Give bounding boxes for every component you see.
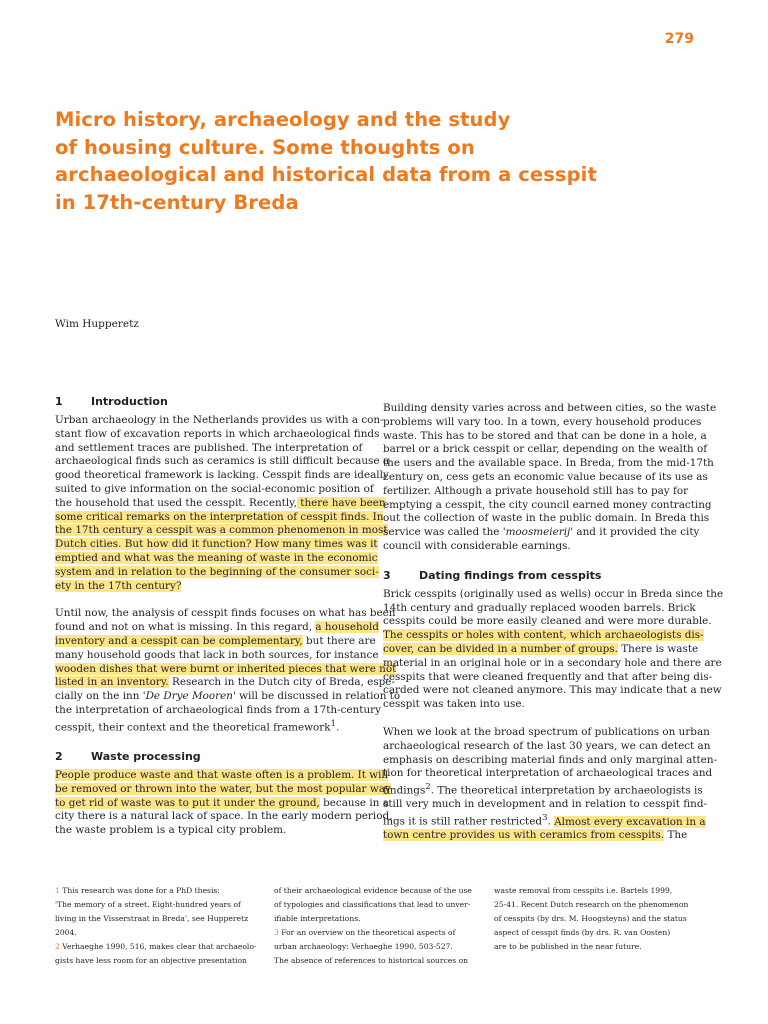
text-line: [383, 781, 703, 798]
text-run: found and not on what is missing. In this regard,: [55, 621, 316, 634]
section-title: Introduction: [91, 395, 168, 408]
highlighted-text: some critical remarks on the interpretation of cesspit finds. In: [55, 510, 384, 523]
highlighted-text: Almost every excavation in a: [554, 815, 706, 828]
text-line: still very much in development and in relation to cesspit find-: [383, 798, 707, 811]
text-line: [55, 718, 367, 735]
text-line: [55, 580, 367, 594]
text-line: [383, 526, 700, 540]
text-run: the household that used the cesspit. Recently,: [55, 496, 297, 509]
text-run: because in a: [319, 796, 389, 809]
text-line: [55, 510, 384, 525]
text-line: [55, 662, 397, 677]
text-line: century on, cess gets an economic value because of its use as: [383, 470, 708, 483]
text-line: cesspits that were cleaned frequently and that after being dis-: [383, 670, 713, 683]
text-run: . The theoretical interpretation by archaeologists is: [430, 784, 703, 797]
paragraph-gap: [383, 712, 695, 726]
highlighted-text: there have been: [296, 496, 386, 509]
text-line: tion for theoretical interpretation of archaeological traces and: [383, 767, 713, 780]
text-line: many household goods that lack in both sources, for instance: [55, 648, 379, 661]
footnote-line: [55, 940, 255, 954]
text-line: waste. This has to be stored and that can be done in a hole, a: [383, 429, 707, 442]
text-run: cesspit, their context and the theoretical framework: [55, 721, 331, 734]
footnote-line: urban archaeology: Verhaeghe 1990, 503-527.: [274, 942, 453, 951]
section-number: 1: [55, 395, 63, 408]
footnote-number: 2: [55, 942, 60, 951]
left-column: [55, 394, 401, 838]
highlighted-text: to get rid of waste was to put it under the ground,: [55, 796, 320, 809]
text-run: ' will be discussed in relation to: [232, 690, 401, 703]
text-line: Until now, the analysis of cesspit finds focuses on what has been: [55, 607, 396, 620]
text-line: archaeological finds such as ceramics is still difficult because a: [55, 455, 390, 468]
text-line: the interpretation of archaeological finds from a 17th-century: [55, 703, 381, 716]
text-line: cesspit was taken into use.: [383, 698, 525, 711]
highlighted-text: system and in relation to the beginning of the consumer soci-: [55, 565, 379, 578]
italic-text: De Drye Mooren: [145, 690, 233, 703]
footnote-text: This research was done for a PhD thesis:: [59, 886, 220, 895]
text-line: [55, 769, 389, 783]
section-number: 3: [383, 568, 391, 582]
text-line: fertilizer. Although a private household still has to pay for: [383, 484, 689, 497]
highlighted-text: Dutch cities. But how did it function? How many times was it: [55, 538, 378, 551]
highlighted-text: the most popular way: [273, 782, 391, 795]
italic-text: moosmeierij: [505, 526, 571, 539]
author-name: Wim Hupperetz: [55, 318, 139, 330]
highlighted-text: listed in an inventory.: [55, 676, 169, 689]
text-line: archaeological research of the last 30 years, we can detect an: [383, 739, 711, 752]
section-gap: [383, 554, 695, 568]
paragraph-gap: [55, 593, 367, 607]
paragraph-waste: [55, 769, 393, 838]
text-line: When we look at the broad spectrum of publications on urban: [383, 725, 710, 738]
footnote-ref[interactable]: 3: [542, 813, 548, 824]
text-run: ings it is still rather restricted: [383, 815, 543, 828]
text-run: service was called the ': [383, 526, 506, 539]
highlighted-text: a household: [315, 621, 379, 634]
highlighted-text: ety in the 17th century?: [55, 579, 182, 592]
footnote-line: [274, 926, 474, 940]
text-line: cesspits could be more easily cleaned and were more durable.: [383, 615, 712, 628]
title-line: archaeological and historical data from a cesspit: [55, 163, 597, 186]
footnote-number: 1: [55, 886, 60, 895]
right-column: [383, 402, 724, 843]
title-line: in 17th-century Breda: [55, 190, 299, 214]
footnote-number: 3: [274, 928, 279, 937]
text-run: ' and it provided the city: [570, 526, 700, 539]
text-line: [55, 496, 386, 511]
footnote-line: [55, 884, 255, 898]
paragraph-dating-2: [383, 725, 718, 843]
text-line: [383, 829, 695, 843]
text-line: [55, 538, 378, 552]
section-heading-waste: [55, 749, 367, 765]
text-run: out the collection of waste in the public domain. In Breda this: [383, 512, 710, 525]
highlighted-text: cover, can be divided in a number of groups.: [383, 642, 618, 655]
highlighted-text: The cesspits or holes with content, which archaeologists dis-: [383, 629, 704, 642]
paragraph-intro-2: [55, 607, 401, 735]
section-title: Dating findings from cesspits: [419, 568, 602, 582]
text-line: Urban archaeology in the Netherlands provides us with a con-: [55, 414, 384, 426]
highlighted-text: wooden dishes that were burnt or inherited pieces that were not: [55, 662, 397, 675]
text-run: but there are: [302, 634, 376, 647]
footnote-line: The absence of references to historical sources on: [274, 956, 469, 965]
text-line: [55, 524, 388, 538]
text-line: [383, 642, 699, 657]
text-line: [55, 634, 376, 649]
section-heading-introduction: [55, 394, 367, 410]
title-line: of housing culture. Some thoughts on: [55, 135, 475, 159]
text-line: emptying a cesspit, the city council earned money contracting: [383, 498, 712, 511]
text-line: [55, 551, 378, 566]
footnotes-column-1: [55, 884, 255, 968]
text-line: [55, 676, 395, 690]
text-run: cially on the inn ': [55, 690, 146, 703]
text-line: council with considerable earnings.: [383, 539, 571, 552]
footnote-line: 'The memory of a street. Eight-hundred years of: [55, 900, 241, 909]
paragraph-dating-1: [383, 587, 724, 712]
text-line: [383, 512, 710, 526]
footnote-ref[interactable]: 2: [425, 782, 431, 793]
highlighted-text: People produce waste and that waste often is a problem. It will: [55, 769, 389, 781]
highlighted-text: be removed or thrown into the water, but: [55, 782, 274, 795]
footnotes-column-3: [494, 884, 694, 954]
footnote-line: of their archaeological evidence because of the use: [274, 886, 472, 895]
text-line: the users and the available space. In Breda, from the mid-17th: [383, 457, 714, 470]
highlighted-text: the 17th century a cesspit was a common phenomenon in most: [55, 524, 388, 537]
footnote-line: of cesspits (by drs. M. Hoogsteyns) and the status: [494, 914, 687, 923]
text-line: carded were not cleaned anymore. This may indicate that a new: [383, 684, 722, 697]
section-number: 2: [55, 750, 63, 763]
highlighted-text: emptied and what was the meaning of waste in the economic: [55, 551, 378, 564]
text-line: emphasis on describing material finds and only marginal atten-: [383, 753, 718, 766]
paragraph-density: [383, 402, 717, 554]
footnote-ref[interactable]: 1: [330, 718, 337, 729]
footnote-line: gists have less room for an objective presentation: [55, 956, 247, 965]
footnote-line: ifiable interpretations.: [274, 914, 361, 923]
paragraph-intro-1: [55, 414, 390, 593]
title-line: Micro history, archaeology and the study: [55, 108, 511, 131]
section-heading-dating: [383, 568, 695, 584]
text-line: [383, 629, 704, 643]
text-run: findings: [383, 784, 426, 797]
text-line: Building density varies across and between cities, so the waste: [383, 402, 717, 414]
text-line: problems will vary too. In a town, every household produces: [383, 415, 702, 428]
text-run: The: [664, 829, 688, 842]
text-line: Brick cesspits (originally used as wells) occur in Breda since the: [383, 587, 724, 600]
footnote-line: of typologies and classifications that lead to unver-: [274, 900, 471, 909]
text-line: good theoretical framework is lacking. Cesspit finds are ideally: [55, 469, 389, 482]
text-line: [55, 621, 379, 635]
text-run: .: [547, 815, 555, 828]
footnote-line: waste removal from cesspits i.e. Bartels 1999,: [494, 886, 673, 895]
article-title: [55, 106, 695, 216]
text-line: [55, 565, 379, 580]
footnote-line: 2004.: [55, 928, 77, 937]
footnote-line: are to be published in the near future.: [494, 942, 642, 951]
text-line: and settlement traces are published. The interpretation of: [55, 441, 363, 454]
text-line: [55, 782, 391, 797]
section-gap: [55, 735, 367, 749]
text-line: [55, 796, 389, 811]
footnotes-column-2: [274, 884, 474, 968]
footnote-line: 25-41. Recent Dutch research on the phenomenon: [494, 900, 689, 909]
footnote-line: aspect of cesspit finds (by drs. R. van Oosten): [494, 928, 671, 937]
highlighted-text: inventory and a cesspit can be complementary,: [55, 634, 303, 647]
text-run: .: [336, 721, 340, 734]
text-line: barrel or a brick cesspit or cellar, depending on the wealth of: [383, 443, 708, 456]
section-title: Waste processing: [91, 750, 201, 763]
text-line: stant flow of excavation reports in which archaeological finds: [55, 427, 380, 440]
footnote-text: For an overview on the theoretical aspects of: [278, 928, 456, 937]
text-line: [55, 690, 401, 704]
footnote-line: living in the Visserstraat in Breda', see Hupperetz: [55, 914, 249, 923]
text-line: material in an original hole or in a secondary hole and there are: [383, 656, 722, 669]
page-number: 279: [664, 31, 694, 47]
highlighted-text: town centre provides us with ceramics from cesspits.: [383, 829, 665, 842]
text-line: city there is a natural lack of space. In the early modern period,: [55, 810, 393, 823]
text-line: the waste problem is a typical city problem.: [55, 824, 287, 837]
footnote-text: Verhaeghe 1990, 516, makes clear that archaeolo-: [59, 942, 257, 951]
text-line: 14th century and gradually replaced wooden barrels. Brick: [383, 601, 696, 614]
text-line: [383, 812, 706, 829]
text-run: Research in the Dutch city of Breda, espe-: [168, 676, 395, 689]
text-line: suited to give information on the social-economic position of: [55, 482, 374, 495]
text-run: There is waste: [617, 642, 699, 655]
